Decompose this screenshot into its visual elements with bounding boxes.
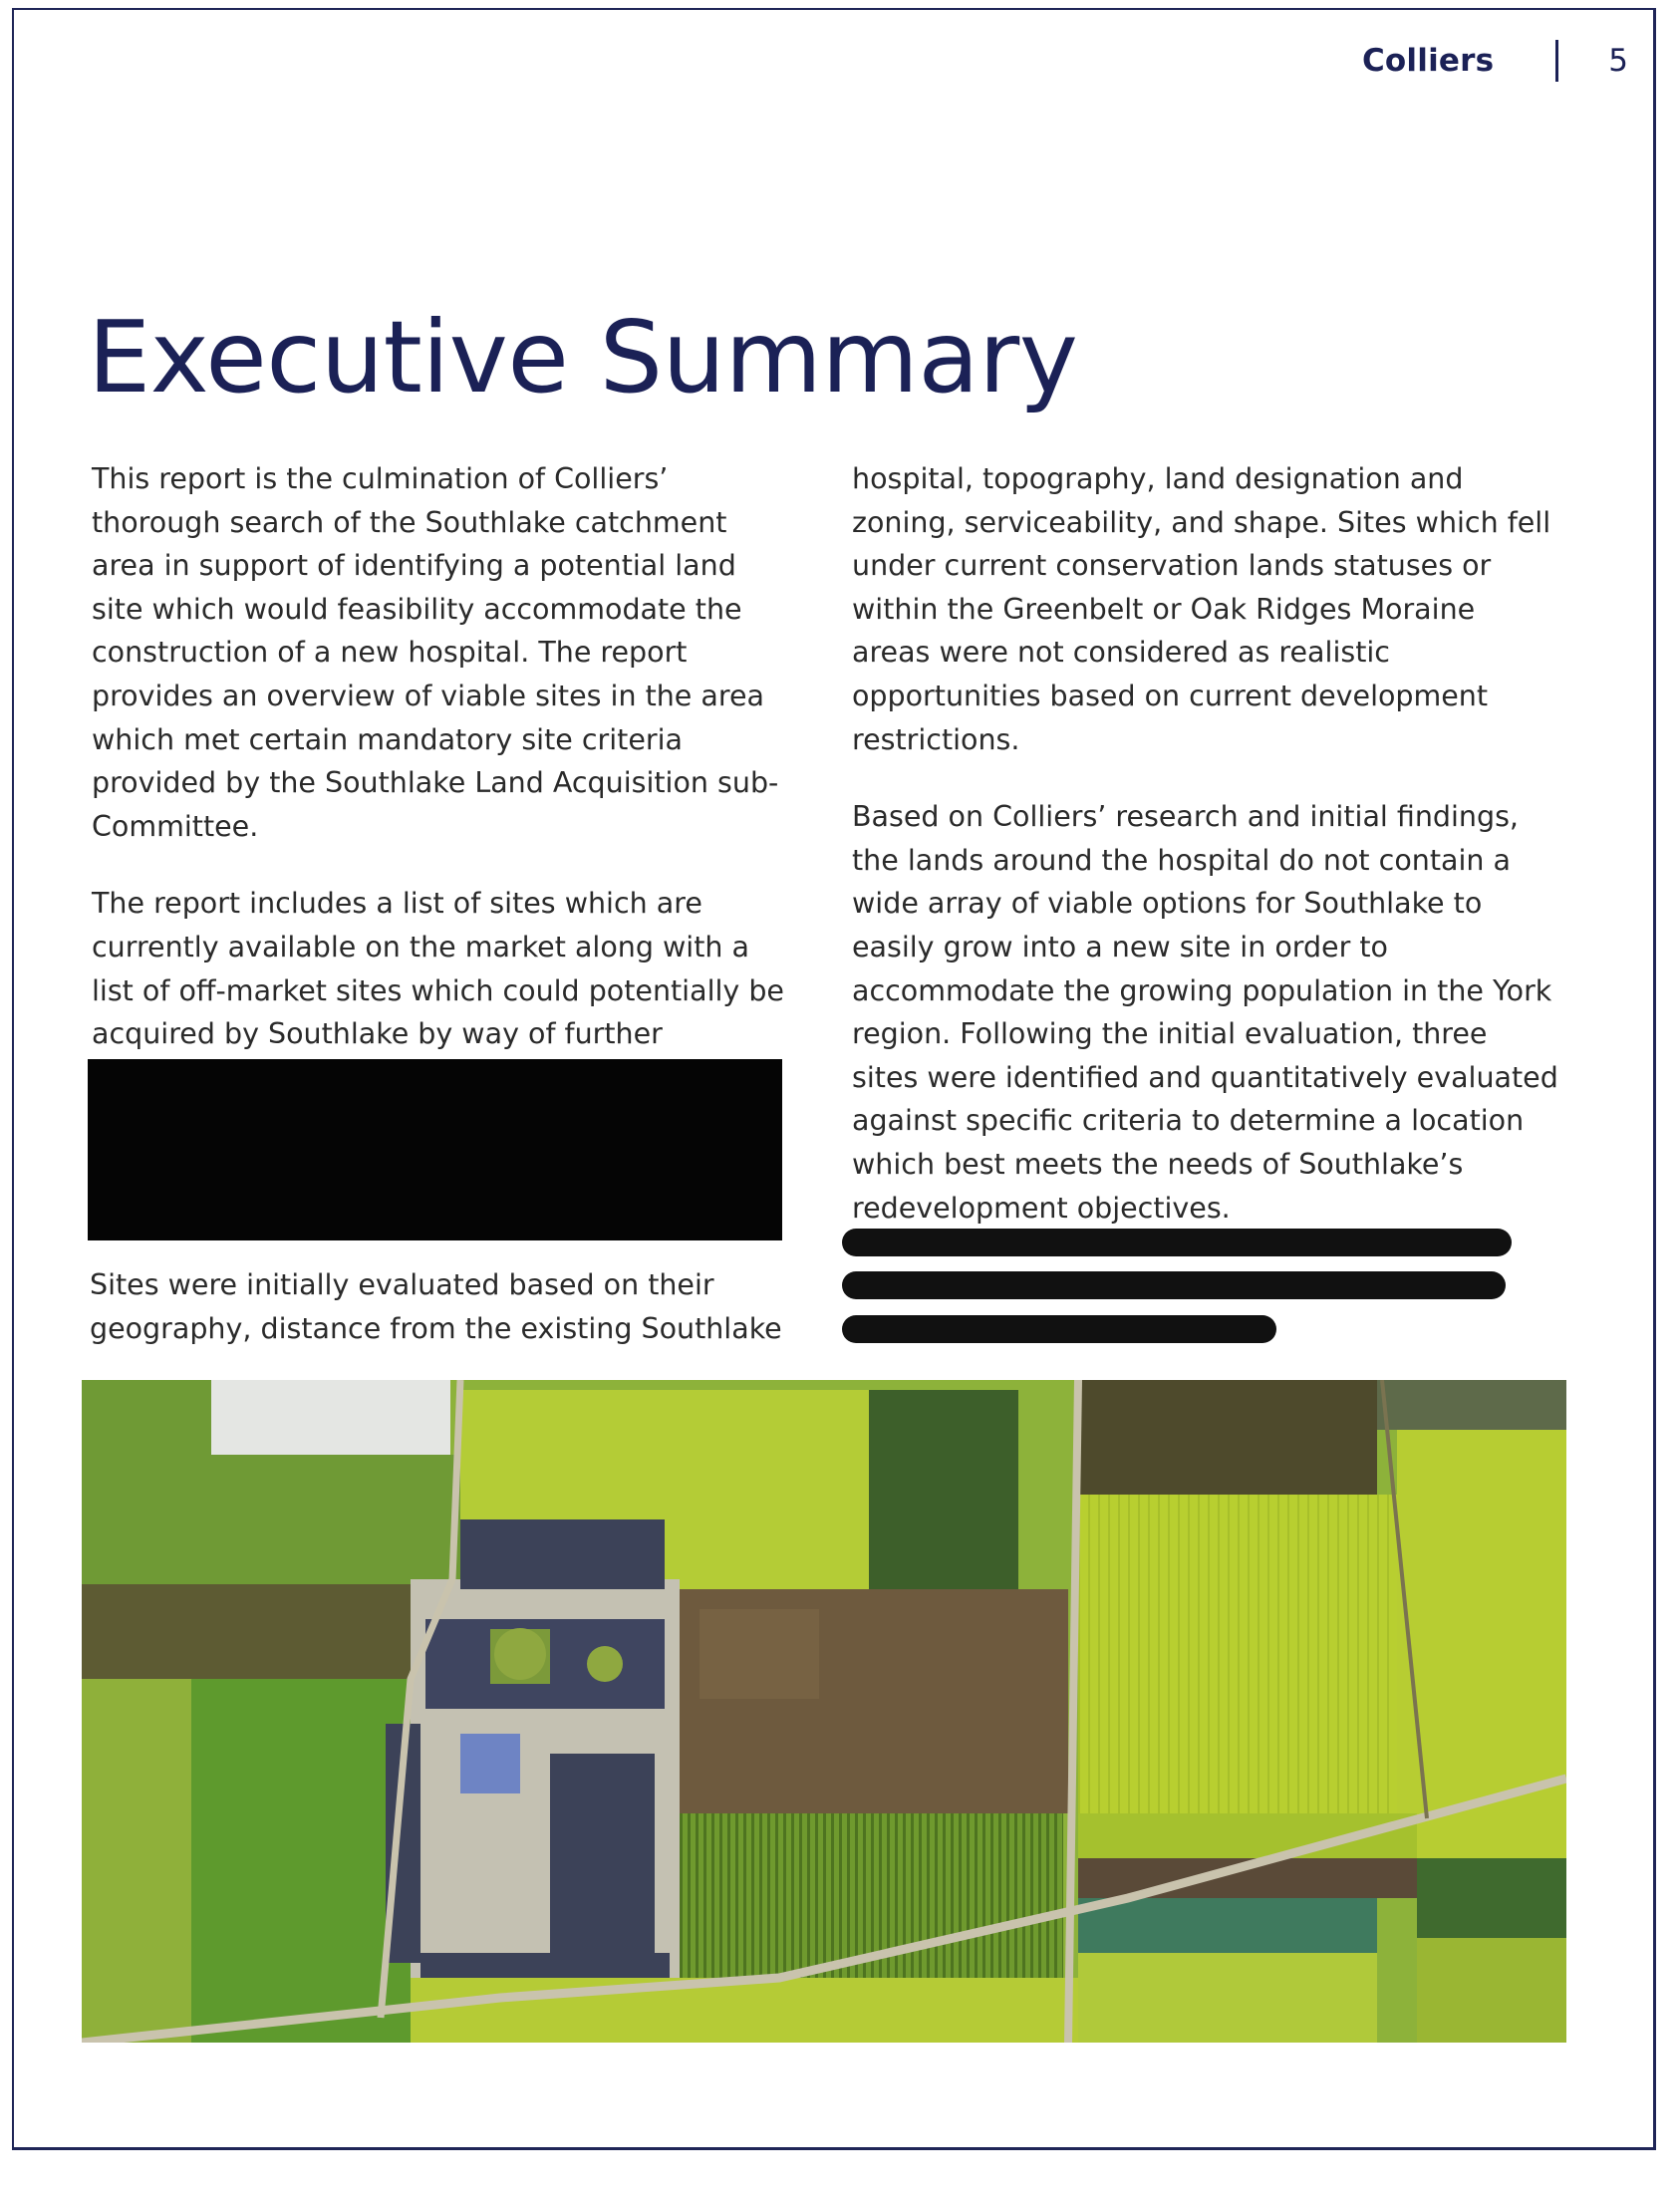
redaction-line-3 (842, 1315, 1276, 1343)
left-paragraph-2-text: The report includes a list of sites which are currently available on the market along with a list of off-market sites which could potentially be acquired by Southlake by way of further (92, 887, 784, 1051)
redaction-line-2 (842, 1271, 1506, 1299)
right-paragraph-1: hospital, topography, land designation and zoning, serviceability, and shape. Sites which fell under current conservation lands statuses or within the Greenbelt or Oak Ridges Moraine areas were not considered as realistic opportunities based on current development restrictions. (852, 462, 1551, 756)
right-text-column (852, 457, 1559, 1230)
left-text-column-bottom (90, 1263, 807, 1350)
left-text-column (92, 457, 789, 1143)
page-title: Executive Summary (88, 299, 1078, 415)
page-number: 5 (1608, 43, 1628, 79)
left-paragraph-3: Sites were initially evaluated based on their geography, distance from the existing Southlake (90, 1268, 782, 1345)
right-paragraph-2: Based on Colliers’ research and initial findings, the lands around the hospital do not contain a wide array of viable options for Southlake to easily grow into a new site in order to accommodate the growing population in the York region. Following the initial evaluation, three sites were identified and quantitatively evaluated against specific criteria to determine a location which best meets the needs of Southlake’s redevelopment objectives. (852, 800, 1558, 1225)
redaction-block (88, 1059, 782, 1240)
page-header (1362, 40, 1628, 82)
aerial-farmland-photo (82, 1380, 1566, 2043)
brand-logo-text: Colliers (1361, 43, 1495, 79)
left-paragraph-1: This report is the culmination of Colliers’ thorough search of the Southlake catchment area in support of identifying a potential land site which would feasibility accommodate the construction of a new hospital. The report provides an overview of viable sites in the area which met certain mandatory site criteria provided by the Southlake Land Acquisition sub-Committee. (92, 462, 779, 843)
redaction-line-1 (842, 1229, 1512, 1256)
header-divider (1555, 40, 1558, 82)
